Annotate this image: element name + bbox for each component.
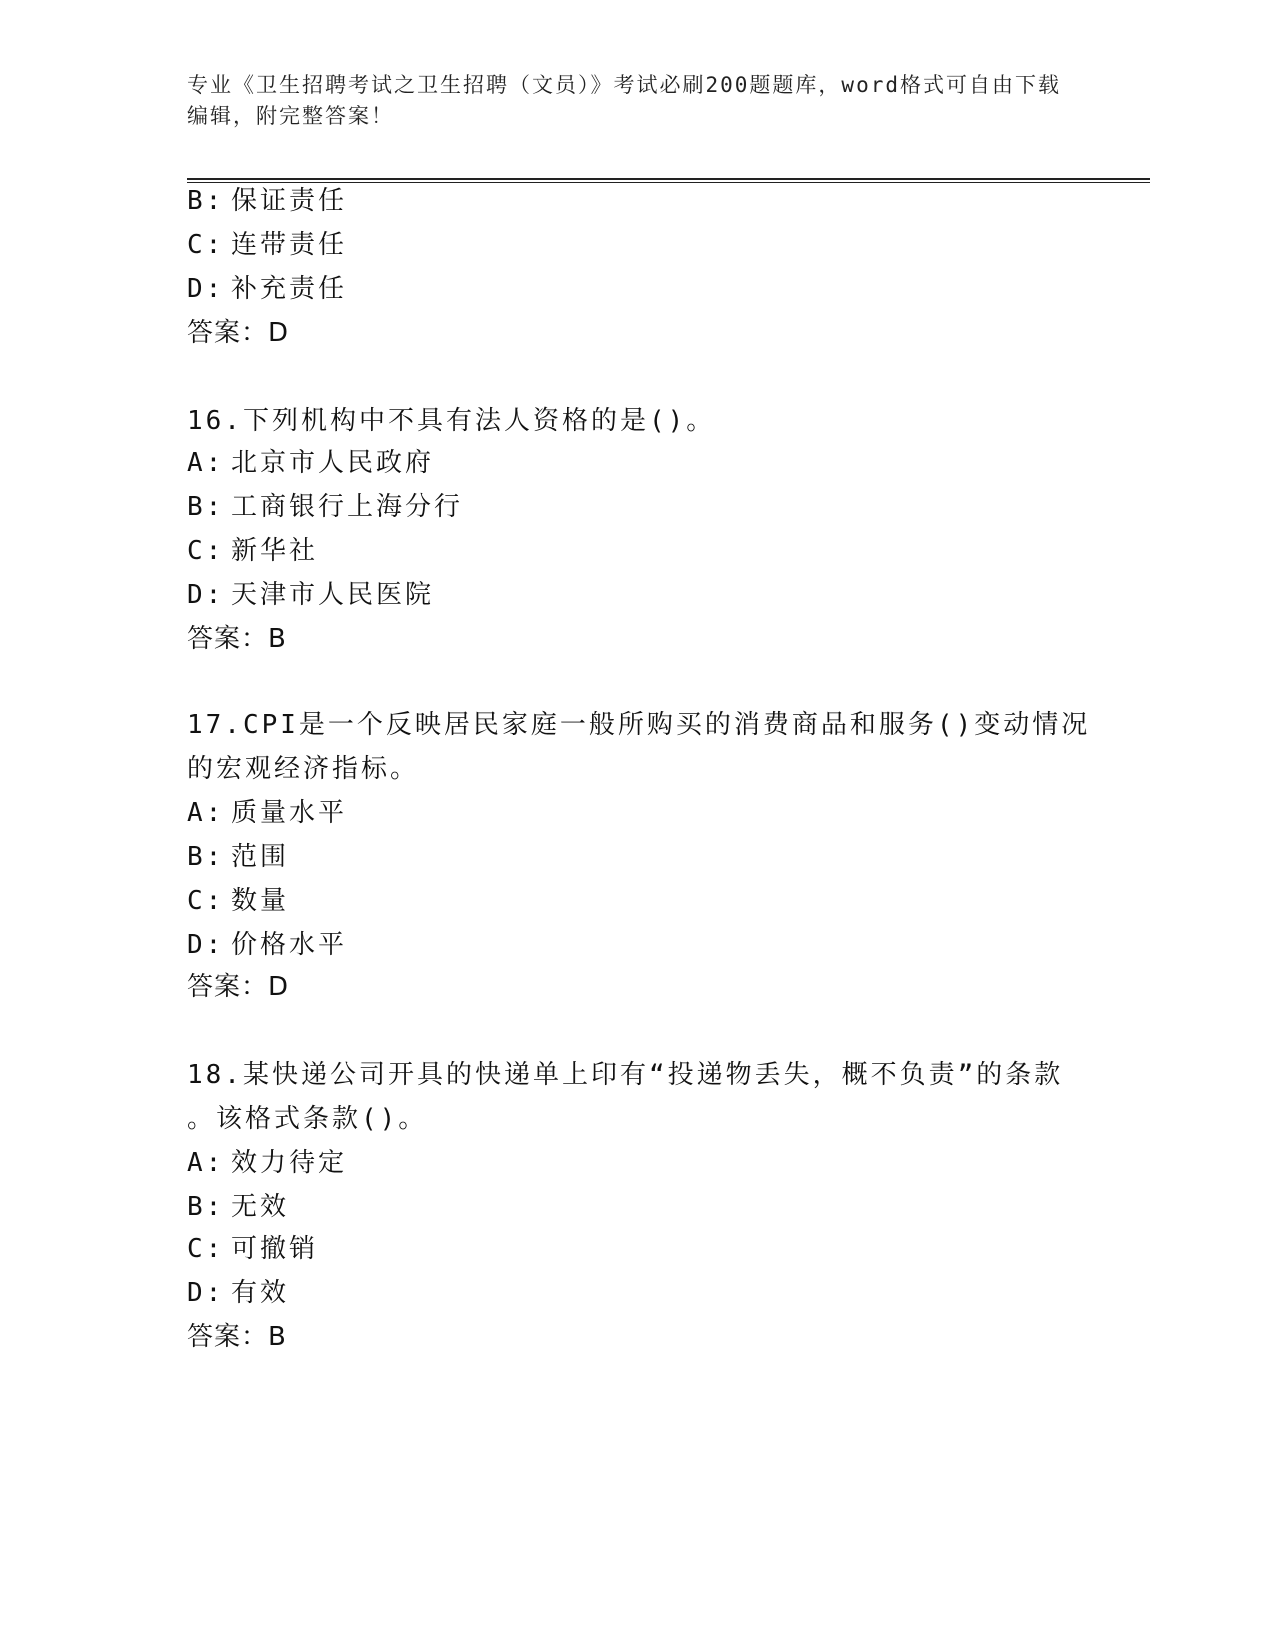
option-text: 连带责任 xyxy=(231,230,348,260)
option-d xyxy=(187,1276,289,1310)
answer-line: 答案：B xyxy=(187,1322,287,1352)
option-label: D: xyxy=(187,274,225,304)
option-b xyxy=(187,490,463,524)
option-label: B: xyxy=(187,492,225,522)
option-a xyxy=(187,796,347,830)
option-label: D: xyxy=(187,580,225,610)
option-text: 无效 xyxy=(231,1192,290,1222)
option-text: 效力待定 xyxy=(231,1148,348,1178)
question-18-text-cont: 。该格式条款()。 xyxy=(187,1104,428,1134)
header-divider-thin xyxy=(187,182,1150,183)
option-d xyxy=(187,272,347,306)
question-16-text: 16.下列机构中不具有法人资格的是()。 xyxy=(187,406,716,436)
option-c xyxy=(187,884,289,918)
option-text: 范围 xyxy=(231,842,290,872)
option-label: C: xyxy=(187,886,225,916)
question-17-text-cont: 的宏观经济指标。 xyxy=(187,754,420,784)
option-label: C: xyxy=(187,1234,225,1264)
option-d xyxy=(187,578,434,612)
option-a xyxy=(187,1146,347,1180)
option-text: 北京市人民政府 xyxy=(231,448,435,478)
option-text: 有效 xyxy=(231,1278,290,1308)
option-label: D: xyxy=(187,1278,225,1308)
option-text: 可撤销 xyxy=(231,1234,319,1264)
answer-line: 答案：B xyxy=(187,624,287,654)
option-label: C: xyxy=(187,536,225,566)
option-label: A: xyxy=(187,1148,225,1178)
answer-line: 答案：D xyxy=(187,318,290,348)
option-text: 补充责任 xyxy=(231,274,348,304)
header-divider-thick xyxy=(187,178,1150,180)
option-label: B: xyxy=(187,1192,225,1222)
option-b xyxy=(187,184,347,218)
option-text: 工商银行上海分行 xyxy=(231,492,464,522)
option-text: 数量 xyxy=(231,886,290,916)
question-17-text: 17.CPI是一个反映居民家庭一般所购买的消费商品和服务()变动情况 xyxy=(187,710,1091,740)
option-c xyxy=(187,1232,318,1266)
option-label: B: xyxy=(187,842,225,872)
option-text: 保证责任 xyxy=(231,186,348,216)
document-header: 专业《卫生招聘考试之卫生招聘（文员）》考试必刷200题题库，word格式可自由下载编辑，附完整答案！ xyxy=(187,73,1061,128)
option-text: 天津市人民医院 xyxy=(231,580,435,610)
question-18-text: 18.某快递公司开具的快递单上印有“投递物丢失，概不负责”的条款 xyxy=(187,1060,1064,1090)
option-label: A: xyxy=(187,798,225,828)
option-text: 质量水平 xyxy=(231,798,348,828)
option-a xyxy=(187,446,434,480)
option-d xyxy=(187,928,347,962)
answer-line: 答案：D xyxy=(187,972,290,1002)
option-c xyxy=(187,534,318,568)
option-label: B: xyxy=(187,186,225,216)
option-c xyxy=(187,228,347,262)
option-label: A: xyxy=(187,448,225,478)
option-b xyxy=(187,1190,289,1224)
option-text: 价格水平 xyxy=(231,930,348,960)
option-label: D: xyxy=(187,930,225,960)
option-label: C: xyxy=(187,230,225,260)
option-b xyxy=(187,840,289,874)
option-text: 新华社 xyxy=(231,536,319,566)
